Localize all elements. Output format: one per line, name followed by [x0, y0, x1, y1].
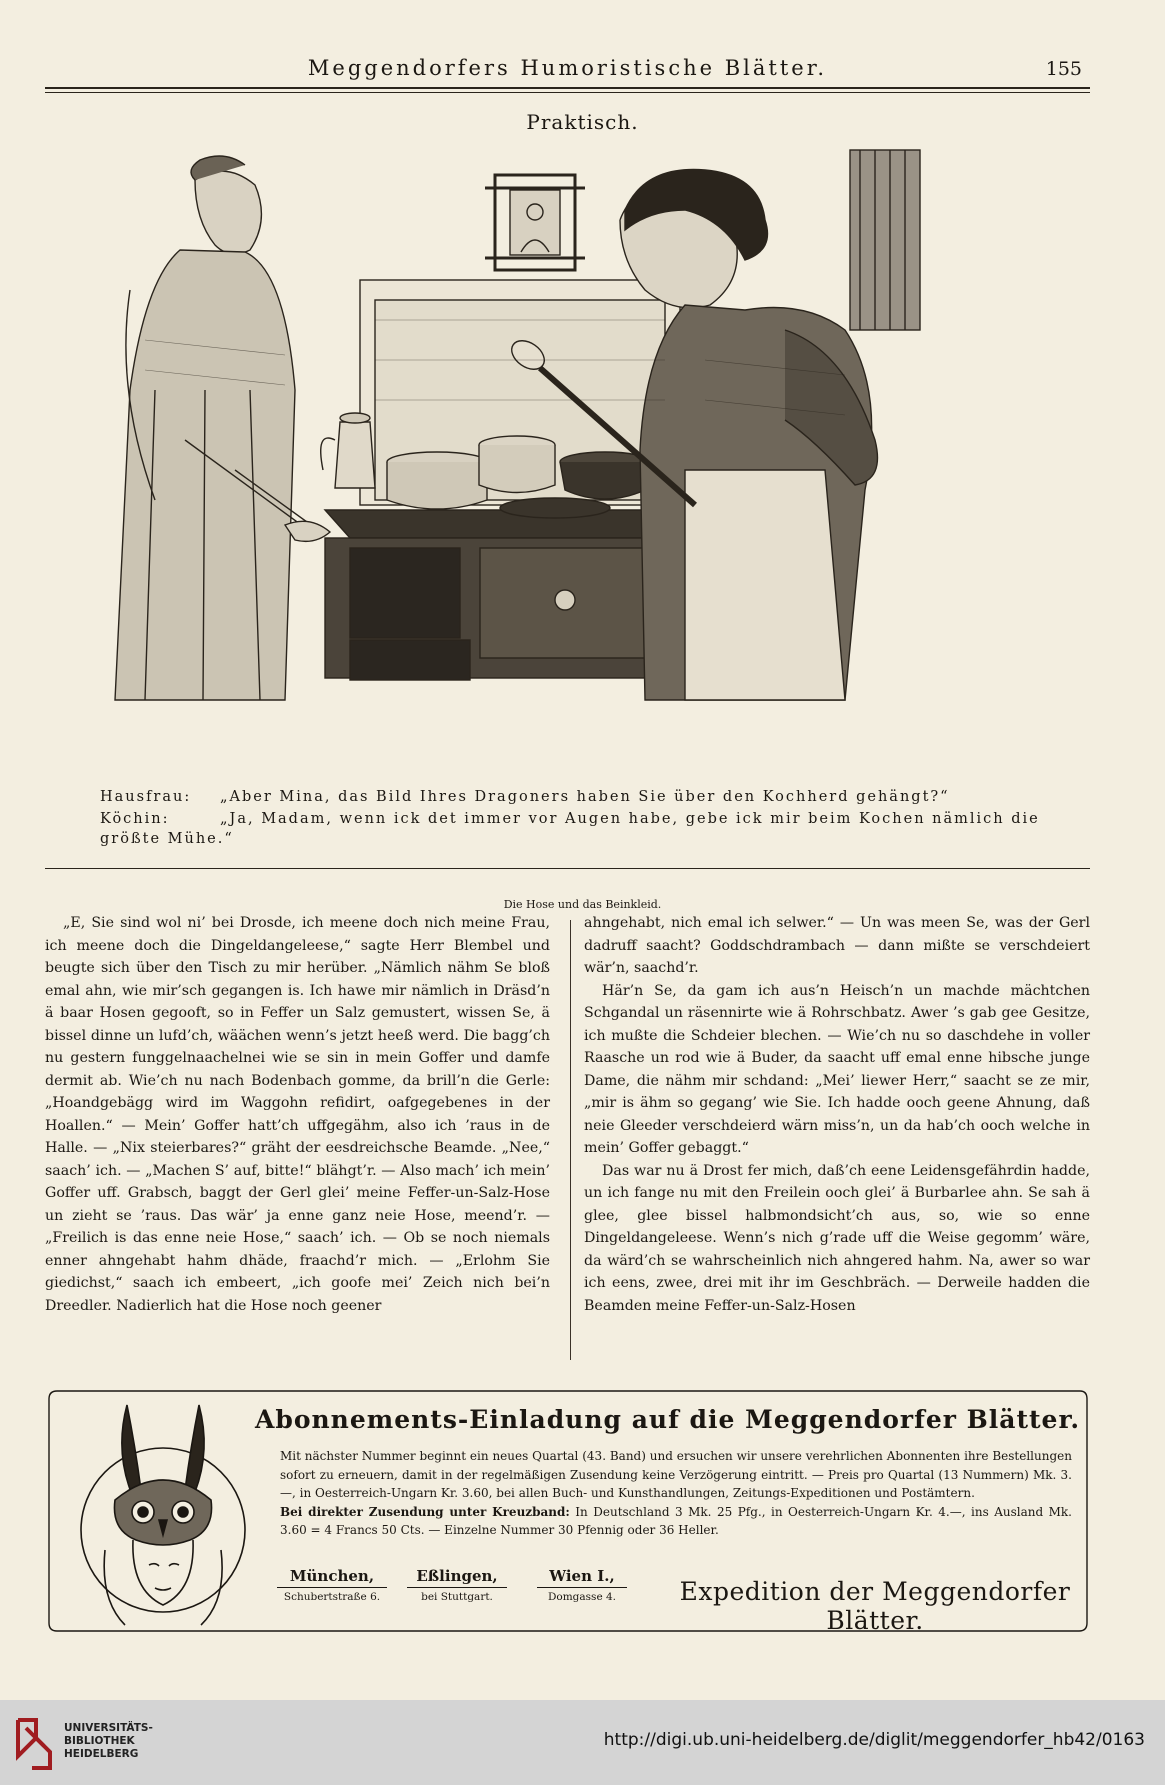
university-library-logo-icon	[14, 1712, 54, 1772]
owl-maiden-emblem-icon	[65, 1400, 255, 1628]
paragraph: Här’n Se, da gam ich aus’n Heisch’n un machde mächtchen Schgandal un räsennirte wie ä Rohrschbatz. Awer ’s gab gee Gesitze, ich mußte die Schdeier blechen. — Wie’ch nu so daschdehe in voller Raasche un rod wie ä Buder, da saacht uff emal enne hibsche junge Dame, die nähm mir schdand: „Mei’ liewer Herr,“ saacht se ze mir, „mir is ähm so gegang’ wie Sie. Ich hadde ooch geene Ahnung, daß neie Gleeder verschdeierd wärn miss’n, un da hab’ch ooch welche in mein’ Goffer gebaggt.“	[584, 982, 1090, 1156]
ad-body	[280, 1447, 1072, 1540]
library-footer	[0, 1700, 1165, 1785]
header-rule-thin	[45, 92, 1090, 93]
caption-speaker: Hausfrau:	[100, 789, 192, 805]
address-city: München,	[277, 1567, 387, 1588]
ad-emphasis: Bei direkter Zusendung unter Kreuzband:	[280, 1504, 570, 1519]
address-esslingen	[407, 1567, 507, 1603]
address-vienna	[537, 1567, 627, 1603]
subscription-advertisement	[45, 1385, 1090, 1637]
story-column-left	[45, 912, 550, 1317]
caption-line-2	[100, 809, 1080, 849]
ad-text: In Deutschland 3 Mk. 25 Pfg., in Oesterreich-Ungarn Kr. 4.—, ins Ausland Mk. 3.60 = 4 Francs 50 Cts. — Einzelne Nummer 30 Pfennig oder 36 Heller.	[280, 1504, 1072, 1537]
expedition-name: Expedition der Meggendorfer Blätter.	[679, 1577, 1071, 1635]
library-name	[64, 1722, 153, 1761]
address-city: Eßlingen,	[407, 1567, 507, 1588]
page-header	[45, 50, 1090, 90]
ad-paragraph: Mit nächster Nummer beginnt ein neues Quartal (43. Band) und ersuchen wir unsere verehrlichen Abonnenten ihre Bestellungen sofort zu erneuern, damit in der regelmäßigen Zusendung keine Verzögerung eintritt. — Preis pro Quartal (13 Nummern) Mk. 3.—, in Oesterreich-Ungarn Kr. 3.60, bei allen Buch- und Kunsthandlungen, Zeitungs-Expeditionen und Postämtern.	[280, 1449, 1072, 1500]
address-street: bei Stuttgart.	[421, 1591, 493, 1603]
column-divider	[570, 920, 571, 1360]
magazine-title: Meggendorfers Humoristische Blätter.	[307, 56, 828, 80]
section-divider	[45, 868, 1090, 869]
illustration-title: Praktisch.	[526, 110, 639, 134]
library-name-line: BIBLIOTHEK	[64, 1735, 135, 1747]
caption-speaker: Köchin:	[100, 811, 170, 827]
header-rule	[45, 87, 1090, 89]
story-column-right	[584, 912, 1090, 1317]
ad-title: Abonnements-Einladung auf die Meggendorfer Blätter.	[254, 1405, 1081, 1434]
paragraph: Das war nu ä Drost fer mich, daß’ch eene Leidensgefährdin hadde, un ich fange nu mit den Freilein ooch glei’ ä Burbarlee ahn. Se sah ä glee, glee bissel halbmondsicht’ch aus, so, wie so enne Dingeldangeleese. Wenn’s nich g’rade uff die Weise gegomm’ wäre, da wärd’ch se wahrscheinlich nich ahngered hahm. Na, awer so war ich eens, zwee, drei mit ihr im Geschbräch. — Derweile hadden die Beamden meine Feffer-un-Salz-Hosen	[584, 1162, 1090, 1314]
caption-text: „Aber Mina, das Bild Ihres Dragoners haben Sie über den Kochherd gehängt?“	[220, 789, 950, 805]
ad-paragraph-2	[280, 1503, 1072, 1540]
caption-line-1	[100, 787, 1080, 807]
library-name-line: UNIVERSITÄTS-	[64, 1722, 153, 1734]
address-city: Wien I.,	[537, 1567, 627, 1588]
caption-text: „Ja, Madam, wenn ick det immer vor Augen habe, gebe ick mir beim Kochen nämlich die größte Mühe.“	[100, 811, 1040, 847]
story-title: Die Hose und das Beinkleid.	[503, 898, 662, 911]
paragraph: „E, Sie sind wol ni’ bei Drosde, ich meene doch nich meine Frau, ich meene doch die Dingeldangeleese,“ sagte Herr Blembel und beugte sich über den Tisch zu mir herüber. „Nämlich nähm Se bloß emal ahn, wie mir’sch gegangen is. Ich hawe mir nämlich in Dräsd’n ä baar Hosen gegooft, so in Feffer un Salz gemustert, wissen Se, ä bissel dinne un lufd’ch, wäächen wenn’s jetzt heeß werd. Die bagg’ch nu gestern funggelnaachelnei wie se sin in mein Goffer und damfe dermit ab. Wie’ch nu nach Bodenbach gomme, da brill’n die Gerle: „Hoandgebägg wird im Waggohn refidirt, oafgegebenes in der Hoallen.“ — Mein’ Goffer hatt’ch uffgegähm, also ich ’raus in de Halle. — „Nix steierbares?“ gräht der eesdreichsche Beamde. „Nee,“ saach’ ich. — „Machen S’ auf, bitte!“ blähgt’r. — Also mach’ ich mein’ Goffer uff. Grabsch, baggt der Gerl glei’ meine Feffer-un-Salz-Hose un zieht se ’raus. Das wär’ ja enne ganz neie Hose, meend’r. — „Freilich is das enne neie Hose,“ saach’ ich. — Ob se noch niemals enner ahngehabt hahm dhäde, fraachd’r mich. — „Erlohm Sie giedichst,“ saach ich embeert, „ich goofe mei’ Zeich nich bei’n Dreedler. Nadierlich hat die Hose noch geener	[45, 915, 550, 1314]
address-street: Domgasse 4.	[547, 1591, 617, 1603]
kitchen-illustration	[85, 140, 1020, 765]
page-number: 155	[1045, 58, 1082, 80]
paragraph: ahngehabt, nich emal ich selwer.“ — Un was meen Se, was der Gerl dadruff saacht? Goddschdrambach — dann mißte se verschdeiert wär’n, saachd’r.	[584, 915, 1090, 976]
address-munich	[277, 1567, 387, 1603]
digitization-url[interactable]: http://digi.ub.uni-heidelberg.de/diglit/meggendorfer_hb42/0163	[603, 1730, 1145, 1750]
address-street: Schubertstraße 6.	[283, 1591, 381, 1603]
library-name-line: HEIDELBERG	[64, 1748, 139, 1760]
